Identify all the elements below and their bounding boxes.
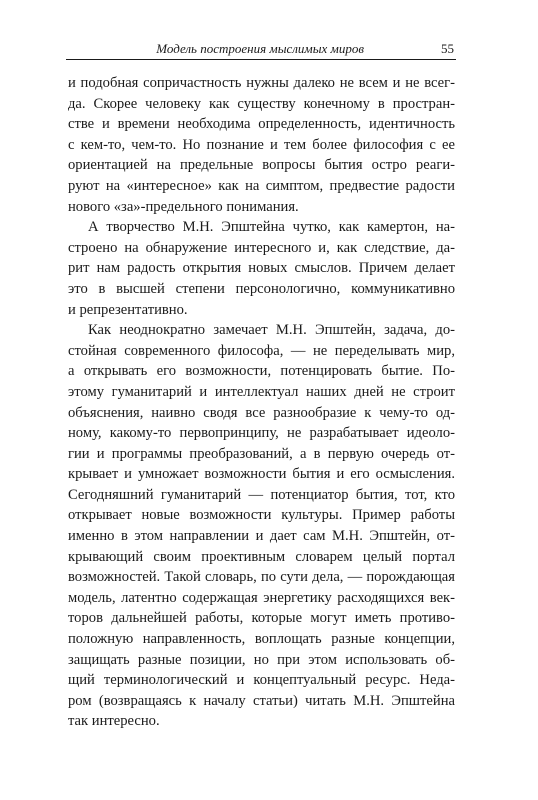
text-line: А творчество М.Н. Эпштейна чутко, как камертон, на- xyxy=(88,219,455,236)
running-title: Модель построения мыслимых миров xyxy=(156,41,364,56)
text-line: крывает и умножает возможности бытия и его осмысления. xyxy=(68,466,455,483)
paragraph xyxy=(68,73,455,217)
text-line: а открывать его возможности, потенцировать бытие. По- xyxy=(68,363,455,380)
text-line: это в высшей степени персонологично, коммуникативно xyxy=(68,280,455,297)
paragraph xyxy=(68,320,455,732)
text-line: да. Скорее человеку как существу конечному в простран- xyxy=(68,95,455,112)
text-line: возможностей. Такой словарь, по сути дела, — порождающая xyxy=(68,569,455,586)
text-line: торов дальнейшей работы, которые могут иметь противо- xyxy=(68,610,455,627)
text-line: Сегодняшний гуманитарий — потенциатор бытия, тот, кто xyxy=(68,486,455,503)
text-line: и подобная сопричастность нужны далеко не всем и не всег- xyxy=(68,75,455,91)
text-line: нового «за»-предельного понимания. xyxy=(68,198,299,215)
text-line: крывающий своим проективным словарем целый портал xyxy=(68,548,455,565)
text-line: стойная современного философа, — не переделывать мир, xyxy=(68,342,455,359)
text-line: Как неоднократно замечает М.Н. Эпштейн, задача, до- xyxy=(88,322,455,339)
text-line: рит нам радость открытия новых смыслов. Причем делает xyxy=(68,260,455,277)
text-line: с кем-то, чем-то. Но познание и тем более философия с ее xyxy=(68,136,455,153)
paragraph xyxy=(68,217,455,320)
text-line: строено на обнаружение интересного и, как следствие, да- xyxy=(68,239,455,256)
text-line: этому гуманитарий и интеллектуал наших дней не строит xyxy=(68,383,455,400)
text-line: модель, латентно содержащая энергетику расходящихся век- xyxy=(68,589,455,606)
text-line: так интересно. xyxy=(68,713,160,730)
text-line: открывает новые возможности культуры. Пример работы xyxy=(68,507,455,524)
text-line: стве и времени необходима определенность, идентичность xyxy=(68,116,455,133)
text-line: ному, какому-то первопринципу, не разрабатывает идеоло- xyxy=(68,425,455,442)
text-line: и репрезентативно. xyxy=(68,301,188,318)
text-line: защищать разные позиции, но при этом использовать об- xyxy=(68,651,455,668)
text-line: положную направленность, воплощать разные концепции, xyxy=(68,631,455,648)
running-header xyxy=(66,39,456,60)
body-text xyxy=(68,73,455,732)
text-line: ориентацией на предельные вопросы бытия остро реаги- xyxy=(68,157,455,174)
text-line: руют на «интересное» как на симптом, предвестие радости xyxy=(68,177,455,194)
page-number: 55 xyxy=(441,41,454,56)
text-line: именно в этом направлении и дает сам М.Н. Эпштейн, от- xyxy=(68,528,455,545)
text-line: щий терминологический и концептуальный ресурс. Неда- xyxy=(68,672,455,689)
text-line: гии и программы преобразований, а в первую очередь от- xyxy=(68,445,455,462)
text-line: объяснения, наивно сводя все разнообразие к чему-то од- xyxy=(68,404,455,421)
text-line: ром (возвращаясь к началу статьи) читать М.Н. Эпштейна xyxy=(68,692,455,709)
